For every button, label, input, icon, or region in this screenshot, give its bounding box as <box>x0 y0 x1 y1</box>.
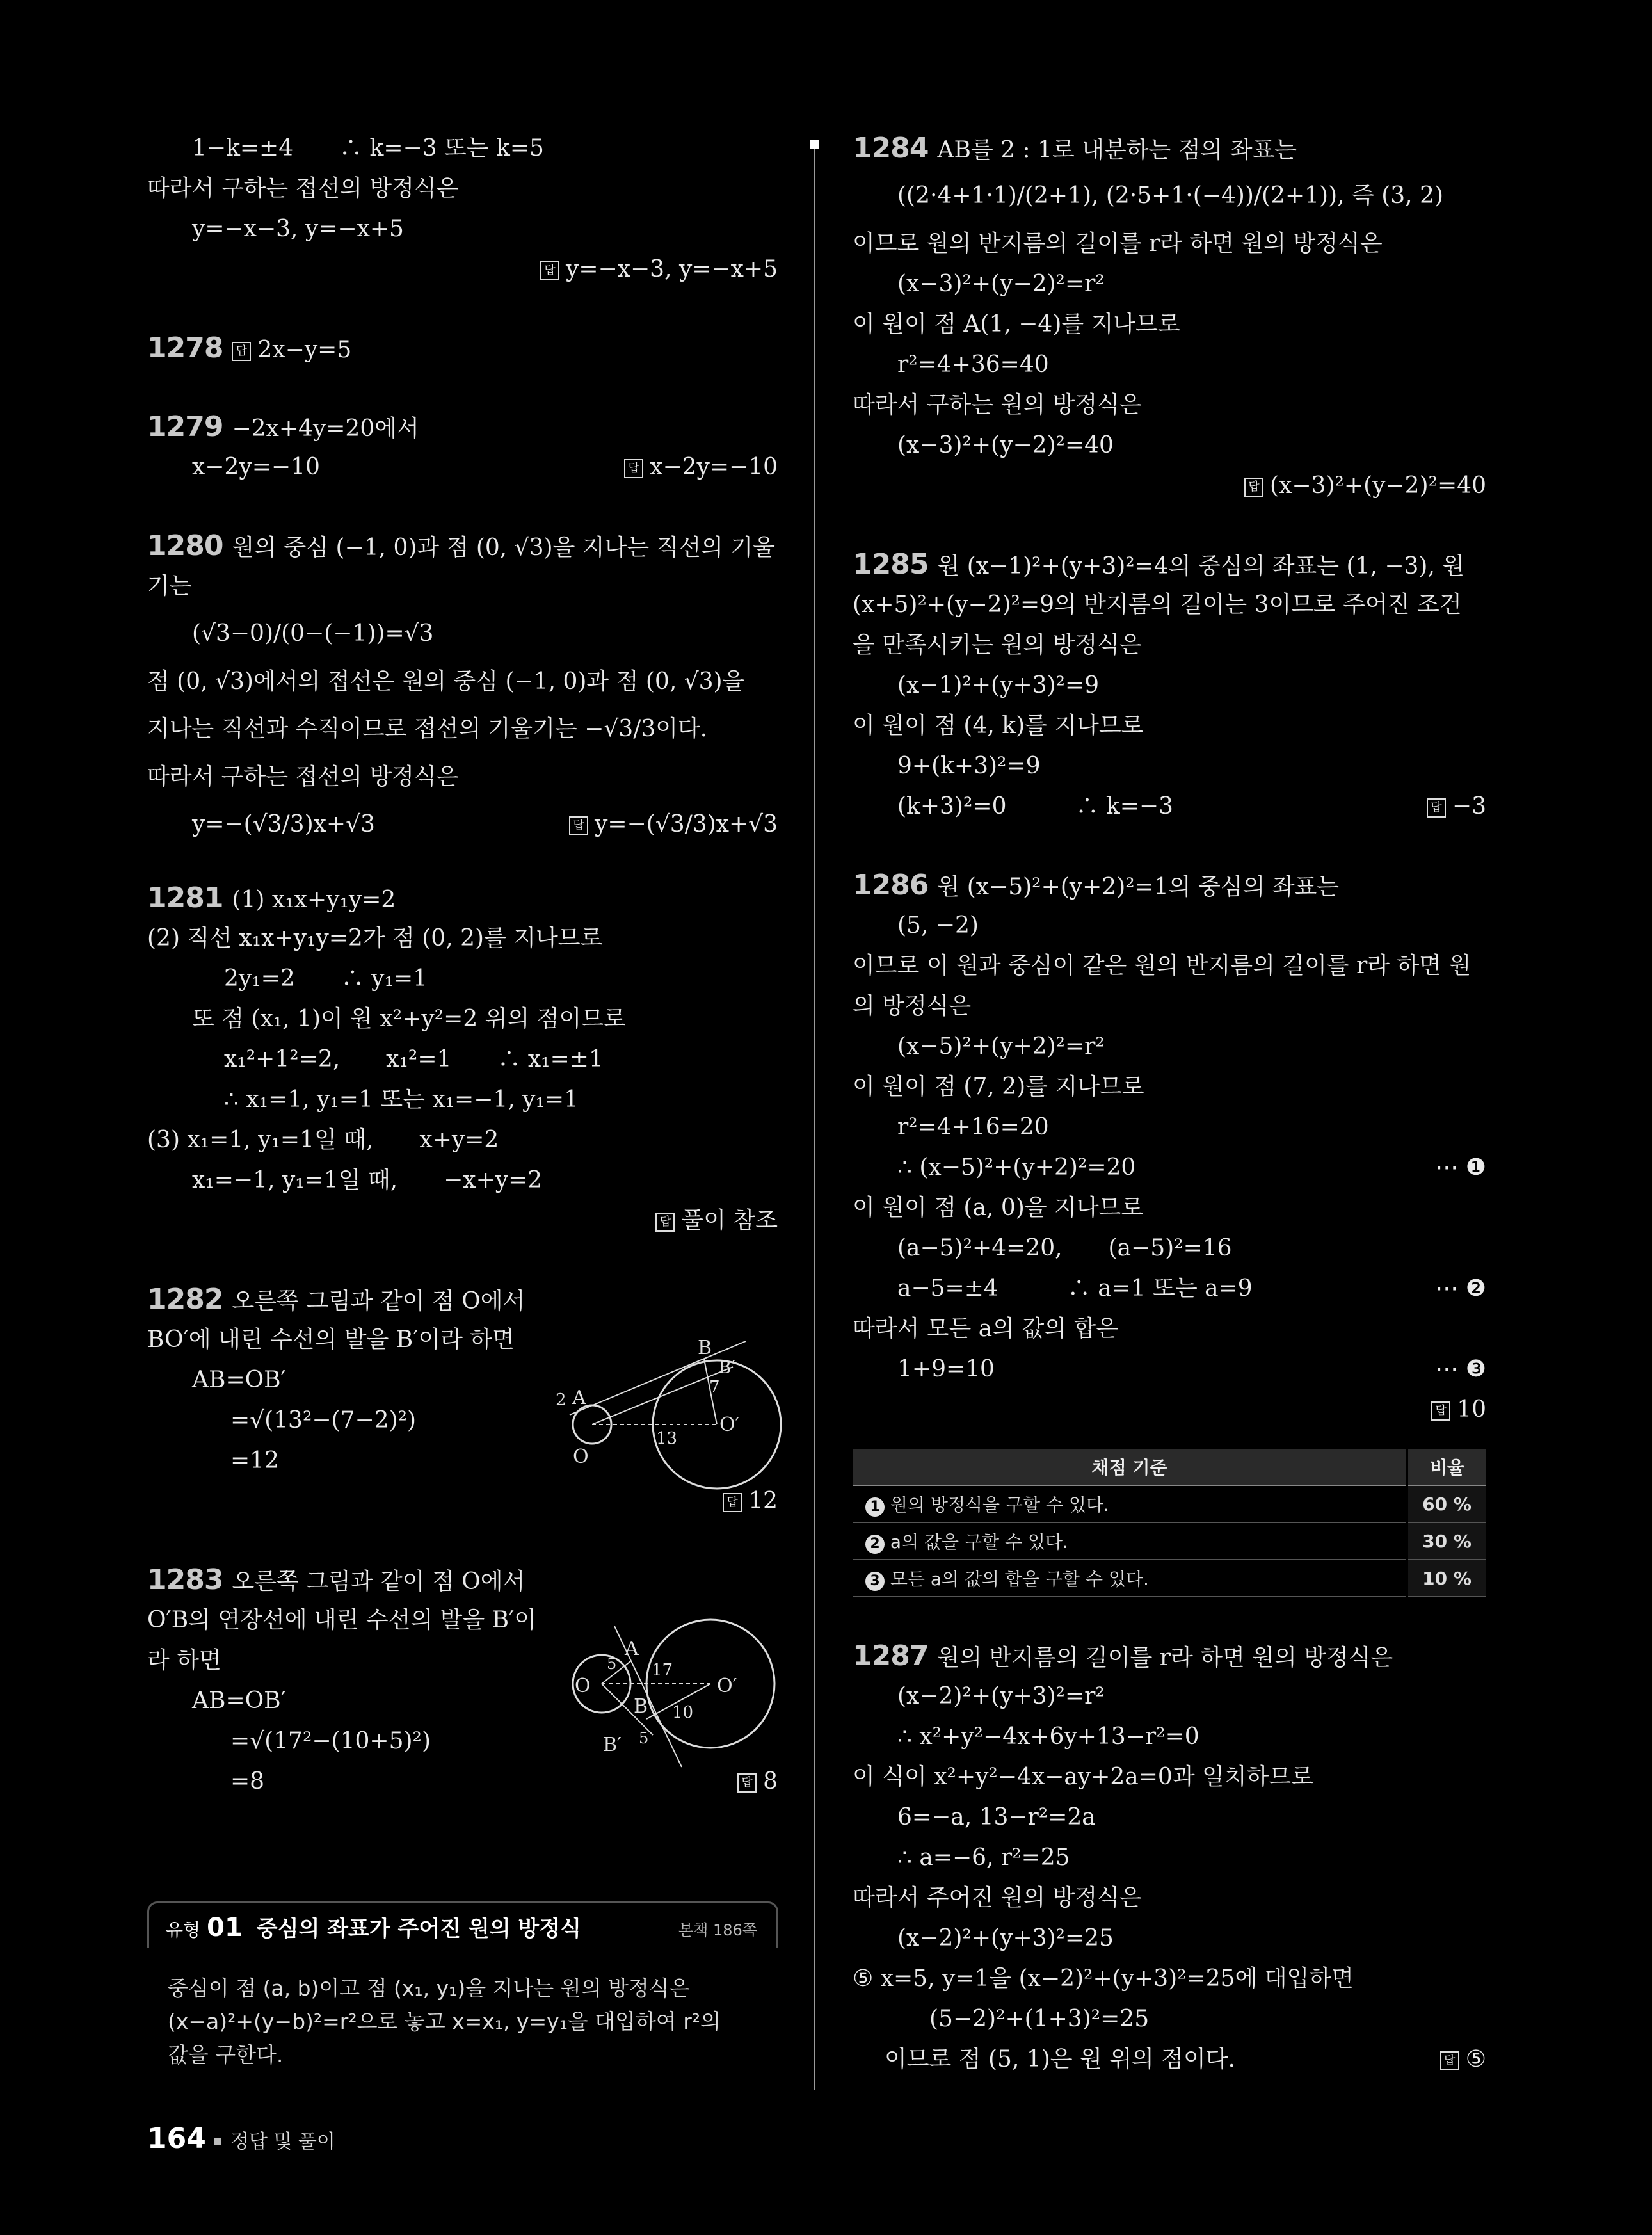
solution-line: (5−2)²+(1+3)²=25 <box>929 2006 1150 2032</box>
left-column <box>147 128 778 1802</box>
figure-1282 <box>550 1328 787 1501</box>
solution-line: ∴ a=−6, r²=25 <box>897 1844 1070 1871</box>
problem-1278 <box>147 328 778 368</box>
solution-line: 9+(k+3)²=9 <box>897 753 1041 779</box>
solution-text: (k+3)²=0 ∴ k=−3 <box>897 793 1173 819</box>
solution-line: (a−5)²+4=20, (a−5)²=16 <box>897 1235 1232 1261</box>
square-bullet-icon <box>214 2138 221 2145</box>
page-footer <box>147 2122 335 2155</box>
solution-line: 이므로 원의 반지름의 길이를 r라 하면 원의 방정식은 <box>853 230 1383 257</box>
solution-line: (x−5)²+(y+2)²=r² <box>897 1033 1105 1060</box>
label-A: A <box>572 1387 586 1409</box>
solution-line: BO′에 내린 수선의 발을 B′이라 하면 <box>147 1327 515 1353</box>
solution-line: 원 (x−1)²+(y+3)²=4의 중심의 좌표는 (1, −3), 원 <box>937 553 1465 579</box>
solution-text: y=−(√3/3)x+√3 <box>192 811 375 837</box>
p1286-answer <box>853 1389 1486 1430</box>
table-row <box>853 1560 1486 1597</box>
criterion-text: 원의 방정식을 구할 수 있다. <box>890 1494 1109 1515</box>
criterion-text: 모든 a의 값의 합을 구할 수 있다. <box>890 1569 1149 1590</box>
answer-text: 2x−y=5 <box>257 337 352 363</box>
solution-text: =8 <box>230 1768 265 1795</box>
label-5: 5 <box>607 1655 617 1673</box>
problem-1285 <box>853 544 1486 585</box>
solution-line: (1) x₁x+y₁y=2 <box>232 887 396 913</box>
footer-title: 정답 및 풀이 <box>230 2131 335 2153</box>
solution-line: AB를 2 : 1로 내분하는 점의 좌표는 <box>937 137 1297 163</box>
problem-number: 1281 <box>147 882 223 914</box>
solution-line: 이 원이 점 (a, 0)을 지나므로 <box>853 1195 1144 1221</box>
solution-line: AB=OB′ <box>192 1688 286 1714</box>
type-title-text: 중심의 좌표가 주어진 원의 방정식 <box>256 1916 581 1942</box>
problem-number: 1279 <box>147 410 223 443</box>
problem-1282 <box>147 1279 778 1319</box>
solution-line: x₁²+1²=2, x₁²=1 ∴ x₁=±1 <box>224 1046 604 1072</box>
step-number-icon: 1 <box>865 1497 885 1517</box>
solution-line <box>853 1268 1486 1309</box>
solution-line: 이 원이 점 (4, k)를 지나므로 <box>853 713 1144 739</box>
type-reference: 본책 186쪽 <box>678 1921 757 1939</box>
right-column <box>853 128 1486 2079</box>
solution-line: =√(17²−(10+5)²) <box>230 1728 431 1754</box>
problem-1279 <box>147 407 778 447</box>
solution-line: −2x+4y=20에서 <box>232 416 419 442</box>
solution-text: a−5=±4 ∴ a=1 또는 a=9 <box>897 1275 1253 1302</box>
answer-text: 풀이 참조 <box>681 1207 778 1234</box>
solution-text: ∴ (x−5)²+(y+2)²=20 <box>897 1154 1136 1181</box>
step-marker: ⋯ ❶ <box>1435 1154 1486 1181</box>
table-cell: 60 % <box>1407 1485 1487 1522</box>
solution-line: ⑤ x=5, y=1을 (x−2)²+(y+3)²=25에 대입하면 <box>853 1965 1354 1992</box>
type-label: 유형 <box>166 1919 201 1940</box>
table-cell <box>853 1522 1407 1560</box>
label-A: A <box>625 1638 639 1660</box>
answer-box-icon: 답 <box>540 261 559 280</box>
answer-box-icon: 답 <box>569 816 588 835</box>
table-header: 채점 기준 <box>853 1449 1407 1485</box>
solution-line: x₁=−1, y₁=1일 때, −x+y=2 <box>192 1167 543 1193</box>
label-5: 5 <box>639 1729 649 1747</box>
solution-line: 오른쪽 그림과 같이 점 O에서 <box>232 1288 525 1314</box>
type-line: (x−a)²+(y−b)²=r²으로 놓고 x=x₁, y=y₁을 대입하여 r²의 <box>168 2009 721 2034</box>
page-number: 164 <box>147 2122 206 2155</box>
solution-line: 의 방정식은 <box>853 993 972 1019</box>
figure-1283 <box>563 1617 781 1776</box>
problem-number: 1284 <box>853 132 929 165</box>
solution-line: 을 만족시키는 원의 방정식은 <box>853 632 1142 658</box>
solution-line: (x+5)²+(y−2)²=9의 반지름의 길이는 3이므로 주어진 조건 <box>853 592 1462 618</box>
solution-line: (5, −2) <box>897 912 979 939</box>
solution-line: 이 원이 점 (7, 2)를 지나므로 <box>853 1074 1144 1100</box>
p1277-answer <box>147 249 778 289</box>
solution-line: 6=−a, 13−r²=2a <box>897 1804 1096 1830</box>
p1277-line: 1−k=±4 ∴ k=−3 또는 k=5 <box>192 135 544 161</box>
solution-line <box>147 797 778 852</box>
table-header: 비율 <box>1407 1449 1487 1485</box>
solution-line <box>853 1349 1486 1389</box>
solution-line: (x−1)²+(y+3)²=9 <box>897 672 1100 698</box>
solution-line: 원 (x−5)²+(y+2)²=1의 중심의 좌표는 <box>937 874 1340 900</box>
label-B-prime: B′ <box>603 1734 622 1756</box>
solution-line: (x−3)²+(y−2)²=r² <box>897 271 1105 297</box>
solution-line: 원의 중심 (−1, 0)과 점 (0, √3)을 지나는 직선의 기울 <box>232 535 775 561</box>
label-13: 13 <box>656 1429 678 1448</box>
problem-1280 <box>147 526 778 566</box>
problem-number: 1283 <box>147 1563 223 1596</box>
label-O: O <box>575 1675 591 1697</box>
solution-line: 지나는 직선과 수직이므로 접선의 기울기는 −√3/3이다. <box>147 716 708 742</box>
problem-number: 1282 <box>147 1283 223 1316</box>
solution-line: 기는 <box>147 573 192 599</box>
solution-line: (x−2)²+(y+3)²=r² <box>897 1683 1105 1709</box>
label-O: O <box>573 1446 589 1468</box>
problem-1284 <box>853 128 1486 168</box>
solution-line: 이 식이 x²+y²−4x−ay+2a=0과 일치하므로 <box>853 1764 1313 1790</box>
solution-line: (√3−0)/(0−(−1))=√3 <box>192 620 434 647</box>
problem-number: 1285 <box>853 548 929 581</box>
solution-line: 라 하면 <box>147 1647 221 1674</box>
label-2: 2 <box>556 1391 566 1410</box>
label-10: 10 <box>672 1703 694 1722</box>
type-title <box>166 1911 581 1942</box>
answer-box-icon: 답 <box>723 1493 742 1512</box>
solution-line: =12 <box>230 1448 279 1474</box>
p1285-answer <box>1427 786 1486 827</box>
solution-line: (x−2)²+(y+3)²=25 <box>897 1925 1114 1951</box>
table-cell: 10 % <box>1407 1560 1487 1597</box>
table-row <box>853 1485 1486 1522</box>
solution-line: ∴ x₁=1, y₁=1 또는 x₁=−1, y₁=1 <box>224 1086 579 1113</box>
solution-text: 1+9=10 <box>897 1356 995 1382</box>
answer-text: −3 <box>1452 793 1486 819</box>
answer-box-icon: 답 <box>655 1213 675 1232</box>
label-B-prime: B′ <box>718 1357 735 1378</box>
label-7: 7 <box>709 1378 720 1397</box>
solution-line: r²=4+16=20 <box>897 1114 1049 1140</box>
table-header-row <box>853 1449 1486 1485</box>
answer-box-icon: 답 <box>232 342 251 361</box>
step-number-icon: 3 <box>865 1572 885 1591</box>
solution-line: O′B의 연장선에 내린 수선의 발을 B′이 <box>147 1607 537 1633</box>
criterion-text: a의 값을 구할 수 있다. <box>890 1531 1068 1553</box>
answer-text: 8 <box>763 1768 778 1795</box>
type-line: 중심이 점 (a, b)이고 점 (x₁, y₁)을 지나는 원의 방정식은 <box>168 1976 690 2001</box>
problem-1281 <box>147 878 778 918</box>
type-box <box>147 1901 778 1948</box>
solution-line: 또 점 (x₁, 1)이 원 x²+y²=2 위의 점이므로 <box>192 1006 626 1032</box>
solution-line: 이 원이 점 A(1, −4)를 지나므로 <box>853 311 1180 337</box>
solution-text: 이므로 점 (5, 1)은 원 위의 점이다. <box>885 2046 1235 2072</box>
solution-line: ((2·4+1·1)/(2+1), (2·5+1·(−4))/(2+1)), 즉 (3, 2) <box>897 182 1444 209</box>
answer-box-icon: 답 <box>737 1773 757 1793</box>
p1280-answer <box>569 797 778 852</box>
problem-number: 1278 <box>147 332 223 364</box>
solution-line <box>853 2039 1486 2079</box>
problem-number: 1287 <box>853 1640 929 1672</box>
type-line: 값을 구한다. <box>168 2042 284 2067</box>
p1277-line: y=−x−3, y=−x+5 <box>192 216 404 242</box>
type-description <box>168 1972 769 2072</box>
answer-box-icon: 답 <box>1431 1401 1450 1421</box>
table-cell <box>853 1485 1407 1522</box>
problem-1286 <box>853 865 1486 905</box>
tangent-diagram <box>550 1328 787 1495</box>
solution-line: (2) 직선 x₁x+y₁y=2가 점 (0, 2)를 지나므로 <box>147 925 603 951</box>
solution-line: (x−3)²+(y−2)²=40 <box>897 432 1114 458</box>
answer-text: 10 <box>1457 1396 1486 1423</box>
label-B: B <box>634 1695 648 1718</box>
tangent-diagram <box>563 1617 781 1770</box>
label-B: B <box>698 1337 712 1359</box>
solution-line: 오른쪽 그림과 같이 점 O에서 <box>232 1569 525 1595</box>
p1279-answer <box>624 447 778 487</box>
problem-number: 1280 <box>147 529 223 562</box>
answer-text: (x−3)²+(y−2)²=40 <box>1270 472 1486 499</box>
solution-line: 따라서 구하는 원의 방정식은 <box>853 392 1142 418</box>
solution-line: r²=4+36=40 <box>897 351 1049 378</box>
answer-box-icon: 답 <box>1244 478 1263 497</box>
type-number: 01 <box>207 1913 243 1942</box>
solution-line: 따라서 모든 a의 값의 합은 <box>853 1316 1118 1342</box>
table-row <box>853 1522 1486 1560</box>
step-marker: ⋯ ❸ <box>1435 1356 1486 1382</box>
divider-marker <box>810 140 819 149</box>
table-cell <box>853 1560 1407 1597</box>
step-number-icon: 2 <box>865 1535 885 1554</box>
answer-box-icon: 답 <box>624 459 643 478</box>
solution-line: ∴ x²+y²−4x+6y+13−r²=0 <box>897 1723 1199 1750</box>
answer-text: y=−x−3, y=−x+5 <box>566 256 778 282</box>
p1277-line: 따라서 구하는 접선의 방정식은 <box>147 175 459 202</box>
solution-line: 2y₁=2 ∴ y₁=1 <box>224 965 428 992</box>
step-marker: ⋯ ❷ <box>1435 1275 1486 1302</box>
scoring-table <box>853 1449 1486 1597</box>
solution-line <box>147 447 778 487</box>
solution-line <box>853 786 1486 827</box>
label-O-prime: O′ <box>717 1675 737 1697</box>
solution-line: 원의 반지름의 길이를 r라 하면 원의 방정식은 <box>937 1645 1393 1671</box>
label-17: 17 <box>652 1661 673 1680</box>
problem-1283 <box>147 1560 778 1600</box>
solution-text: x−2y=−10 <box>192 454 320 480</box>
column-divider <box>814 141 815 2090</box>
table-cell: 30 % <box>1407 1522 1487 1560</box>
solution-line: 점 (0, √3)에서의 접선은 원의 중심 (−1, 0)과 점 (0, √3)을 <box>147 668 745 695</box>
label-O-prime: O′ <box>719 1414 740 1436</box>
answer-box-icon: 답 <box>1440 2051 1459 2070</box>
solution-line: =√(13²−(7−2)²) <box>230 1407 417 1433</box>
p1287-answer <box>1440 2039 1486 2079</box>
solution-line: 따라서 구하는 접선의 방정식은 <box>147 764 459 790</box>
solution-line: 이므로 이 원과 중심이 같은 원의 반지름의 길이를 r라 하면 원 <box>853 953 1472 979</box>
p1284-answer <box>853 465 1486 506</box>
problem-1287 <box>853 1636 1486 1676</box>
answer-text: 12 <box>748 1488 778 1514</box>
p1281-answer <box>147 1200 778 1241</box>
solution-line: AB=OB′ <box>192 1367 286 1393</box>
answer-text: ⑤ <box>1465 2046 1486 2072</box>
solution-line: (3) x₁=1, y₁=1일 때, x+y=2 <box>147 1127 499 1153</box>
answer-text: x−2y=−10 <box>650 454 778 480</box>
solution-line <box>853 1147 1486 1188</box>
solution-line: 따라서 주어진 원의 방정식은 <box>853 1885 1142 1911</box>
answer-box-icon: 답 <box>1427 798 1446 818</box>
problem-number: 1286 <box>853 869 929 901</box>
answer-text: y=−(√3/3)x+√3 <box>595 811 778 837</box>
